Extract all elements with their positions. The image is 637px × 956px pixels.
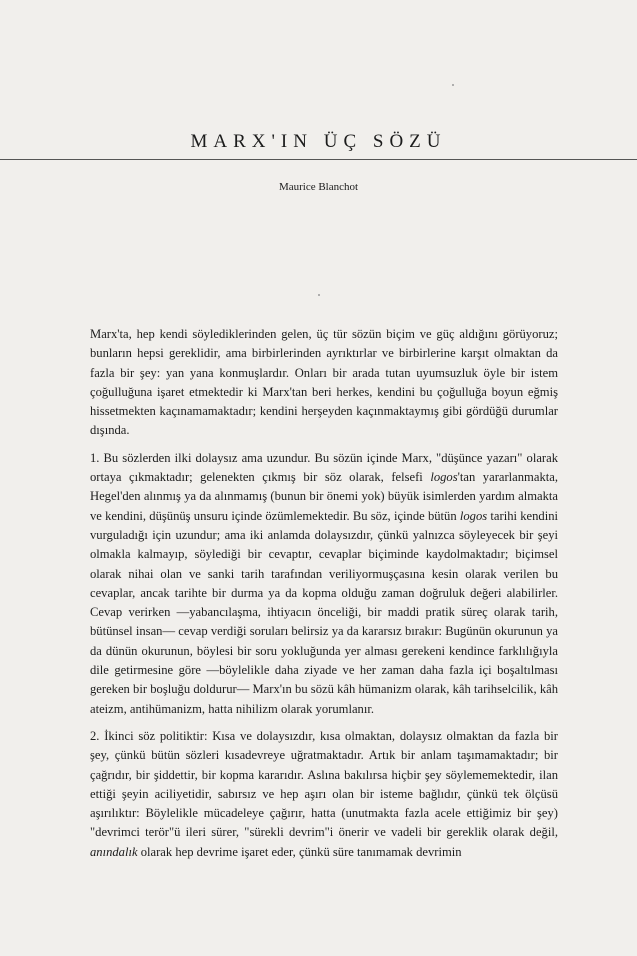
body-paragraph: [90, 325, 558, 441]
body-paragraph: [90, 449, 558, 719]
italic-term: logos: [430, 470, 458, 485]
author-name: Maurice Blanchot: [278, 181, 359, 193]
scan-speck: [318, 294, 320, 296]
article-body: [90, 325, 558, 870]
paragraph-text: olarak hep devrime işaret eder, çünkü süre tanımamak devrimin: [137, 844, 462, 859]
paragraph-text: 'tan yararlanmakta, Hegel'den alınmış ya da alınmamış (bunun bir önemi yok) büyük isimlerden yardım almakta ve kendini, düşünüş unsuru içinde özümlemektedir. Bu söz, içinde bütün: [90, 470, 558, 523]
scan-speck: [452, 84, 454, 86]
article-title: MARX'IN ÜÇ SÖZÜ: [190, 131, 447, 152]
paragraph-text: tarihi kendini vurguladığı için uzundur; ama iki anlamda dolaysızdır, çünkü yalnızca söyleyecek bir şeyi olmakla kalmayıp, söylediği bir cevaptır, cevaplar biçiminde kaydolmaktadır; biçimsel olarak nihai olan ve sanki tarih tarafından veriliyormuşçasına kesin olarak verilen bu cevaplar, ancak tarihte bir durma ya da kopma olduğu zaman doğruluk değeri alabilirler. Cevap verirken —yabancılaşma, ihtiyacın önceliği, bir maddi pratik süreç olarak tarih, bütünsel insan— cevap verdiği soruları belirsiz ya da kararsız bırakır: Bugünün okurunun ya da dünün okurunun, böylesi bir soru yokluğunda yer alması gerekeni kendince farklılığıyla dile getirmesine göre —böylelikle daha ziyade ve her zaman daha fazla içi boşaltılması gereken bir boşluğu doldurur— Marx'ın bu sözü kâh hümanizm olarak, kâh tarihselcilik, kâh ateizm, antihümanizm, hatta nihilizm olarak yorumlanır.: [90, 508, 558, 716]
italic-term: anındalık: [90, 844, 138, 859]
paragraph-text: Marx'ta, hep kendi söylediklerinden gelen, üç tür sözün biçim ve güç aldığını görüyoruz; bunların hepsi gereklidir, ama birbirlerinden ayrıktırlar ve birbirlerine karşıt olmaktan da fazla bir şey: yan yana konmuşlardır. Onları bir arada tutan uyumsuzluk öyle bir istem çoğulluğuna işaret etmektedir ki Marx'tan beri herkes, kendini bu çoğulluğa boyun eğmiş hissetmekten kaçınamamaktadır; kendini herşeyden kaçınmaktaymış gibi gördüğü durumlar dışında.: [90, 327, 558, 438]
paragraph-text: 2. İkinci söz politiktir: Kısa ve dolaysızdır, kısa olmaktan, dolaysız olmaktan da fazla bir şey, çünkü bütün sözleri kısadevreye uğratmaktadır. Artık bir anlam taşımamaktadır; bir çağrıdır, bir şiddettir, bir kopma kararıdır. Aslına bakılırsa hiçbir şey söylememektedir, ilan ettiği şeyin aciliyetidir, sabırsız ve hep aşırı olan bir isteme bağlıdır, çünkü tek ölçüsü aşırılıktır: Böylelikle mücadeleye çağırır, hatta (unutmakta fazla acele ettiğimiz bir şey) "devrimci terör"ü ileri sürer, "sürekli devrim"i önerir ve vadeli bir gereklik olarak değil,: [90, 728, 558, 840]
paragraph-text: 1. Bu sözlerden ilki dolaysız ama uzundur. Bu sözün içinde Marx, "düşünce yazarı" olarak ortaya çıkmaktadır; gelenekten çıkmış bir söz olarak, felsefi: [90, 450, 558, 485]
italic-term: logos: [459, 508, 488, 523]
body-paragraph: [90, 727, 558, 862]
title-divider: [0, 159, 637, 160]
